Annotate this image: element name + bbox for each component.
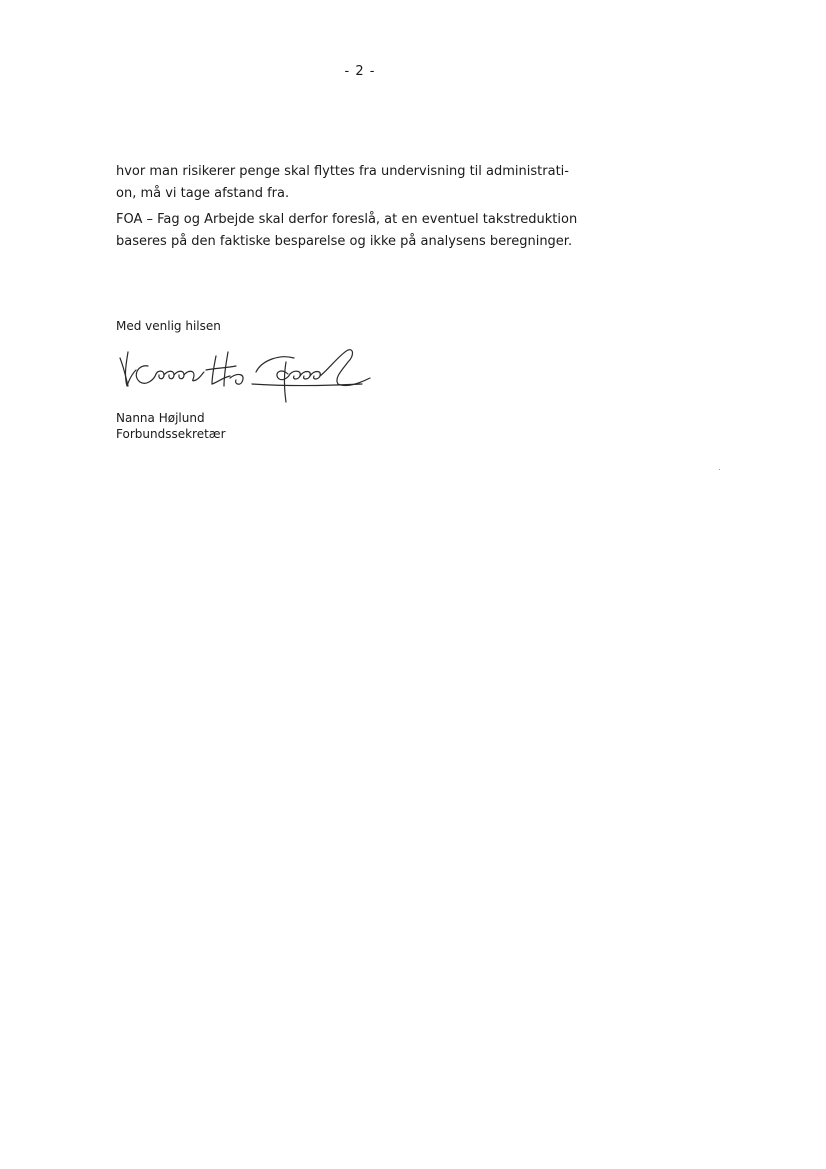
body-paragraph-2 [116, 209, 616, 253]
paragraph-line: baseres på den faktiske besparelse og ikke på analysens beregninger. [116, 234, 573, 249]
signer-name: Nanna Højlund [116, 411, 205, 425]
closing-salutation: Med venlig hilsen [116, 319, 221, 333]
handwritten-signature [112, 344, 374, 404]
signer-title: Forbundssekretær [116, 427, 226, 441]
paragraph-line: on, må vi tage afstand fra. [116, 186, 290, 201]
body-paragraph-1 [116, 161, 616, 205]
scan-speck [719, 469, 720, 470]
page-number: - 2 - [344, 64, 376, 79]
paragraph-line: FOA – Fag og Arbejde skal derfor foreslå, at en eventuel takstreduktion [116, 212, 578, 227]
paragraph-line: hvor man risikerer penge skal flyttes fra undervisning til administrati- [116, 164, 569, 179]
